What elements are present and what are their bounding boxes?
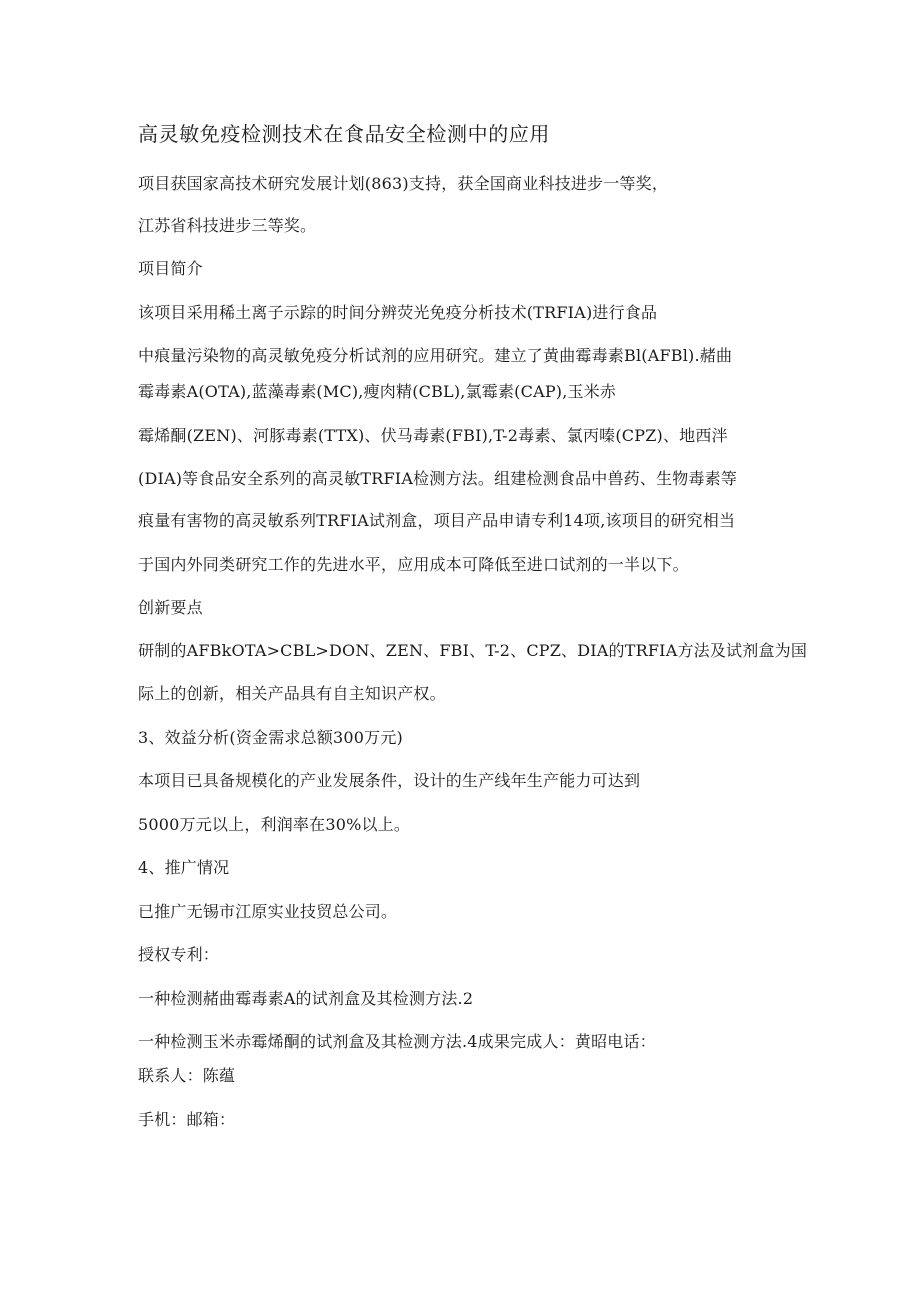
contact-phone-email-line: 手机：邮箱： (138, 1110, 236, 1129)
document-title: 高灵敏免疫检测技术在食品安全检测中的应用 (138, 122, 550, 146)
section-heading-promotion: 4、推广情况 (138, 858, 230, 877)
section-heading-patents: 授权专利： (138, 945, 220, 964)
section-heading-intro: 项目简介 (138, 259, 203, 278)
benefit-line-1: 本项目已具备规模化的产业发展条件，设计的生产线年生产能力可达到 (138, 771, 641, 790)
intro-line-2: 中痕量污染物的高灵敏免疫分析试剂的应用研究。建立了黄曲霉毒素Bl(AFBl).赭曲 (138, 346, 733, 365)
patent-line-1: 一种检测赭曲霉毒素A的试剂盒及其检测方法.2 (138, 989, 474, 1008)
intro-line-6: 痕量有害物的高灵敏系列TRFIA试剂盒，项目产品申请专利14项,该项目的研究相当 (138, 511, 736, 530)
intro-line-4: 霉烯酮(ZEN)、河豚毒素(TTX)、伏马毒素(FBI),T-2毒素、氯丙嗪(CPZ)、地西泮 (138, 426, 728, 445)
intro-line-7: 于国内外同类研究工作的先进水平，应用成本可降低至进口试剂的一半以下。 (138, 555, 689, 574)
contact-person-line: 联系人：陈蕴 (138, 1066, 236, 1085)
funding-line-2: 江苏省科技进步三等奖。 (138, 216, 317, 235)
benefit-line-2: 5000万元以上，利润率在30%以上。 (138, 815, 411, 834)
innovation-line-1: 研制的AFBkOTA>CBL>DON、ZEN、FBI、T-2、CPZ、DIA的TRFIA方法及试剂盒为国 (138, 641, 808, 660)
innovation-line-2: 际上的创新，相关产品具有自主知识产权。 (138, 684, 446, 703)
intro-line-5: (DIA)等食品安全系列的高灵敏TRFIA检测方法。组建检测食品中兽药、生物毒素等 (138, 469, 738, 488)
section-heading-innovation: 创新要点 (138, 598, 203, 617)
intro-line-3: 霉毒素A(OTA),蓝藻毒素(MC),瘦肉精(CBL),氯霉素(CAP),玉米赤 (138, 382, 617, 401)
promotion-line-1: 已推广无锡市江原实业技贸总公司。 (138, 902, 398, 921)
patent-line-2: 一种检测玉米赤霉烯酮的试剂盒及其检测方法.4成果完成人：黄昭电话： (138, 1032, 656, 1051)
funding-line-1: 项目获国家高技术研究发展计划(863)支持，获全国商业科技进步一等奖， (138, 174, 669, 193)
intro-line-1: 该项目采用稀土离子示踪的时间分辨荧光免疫分析技术(TRFIA)进行食品 (138, 303, 658, 322)
section-heading-benefit: 3、效益分析(资金需求总额300万元) (138, 728, 404, 747)
